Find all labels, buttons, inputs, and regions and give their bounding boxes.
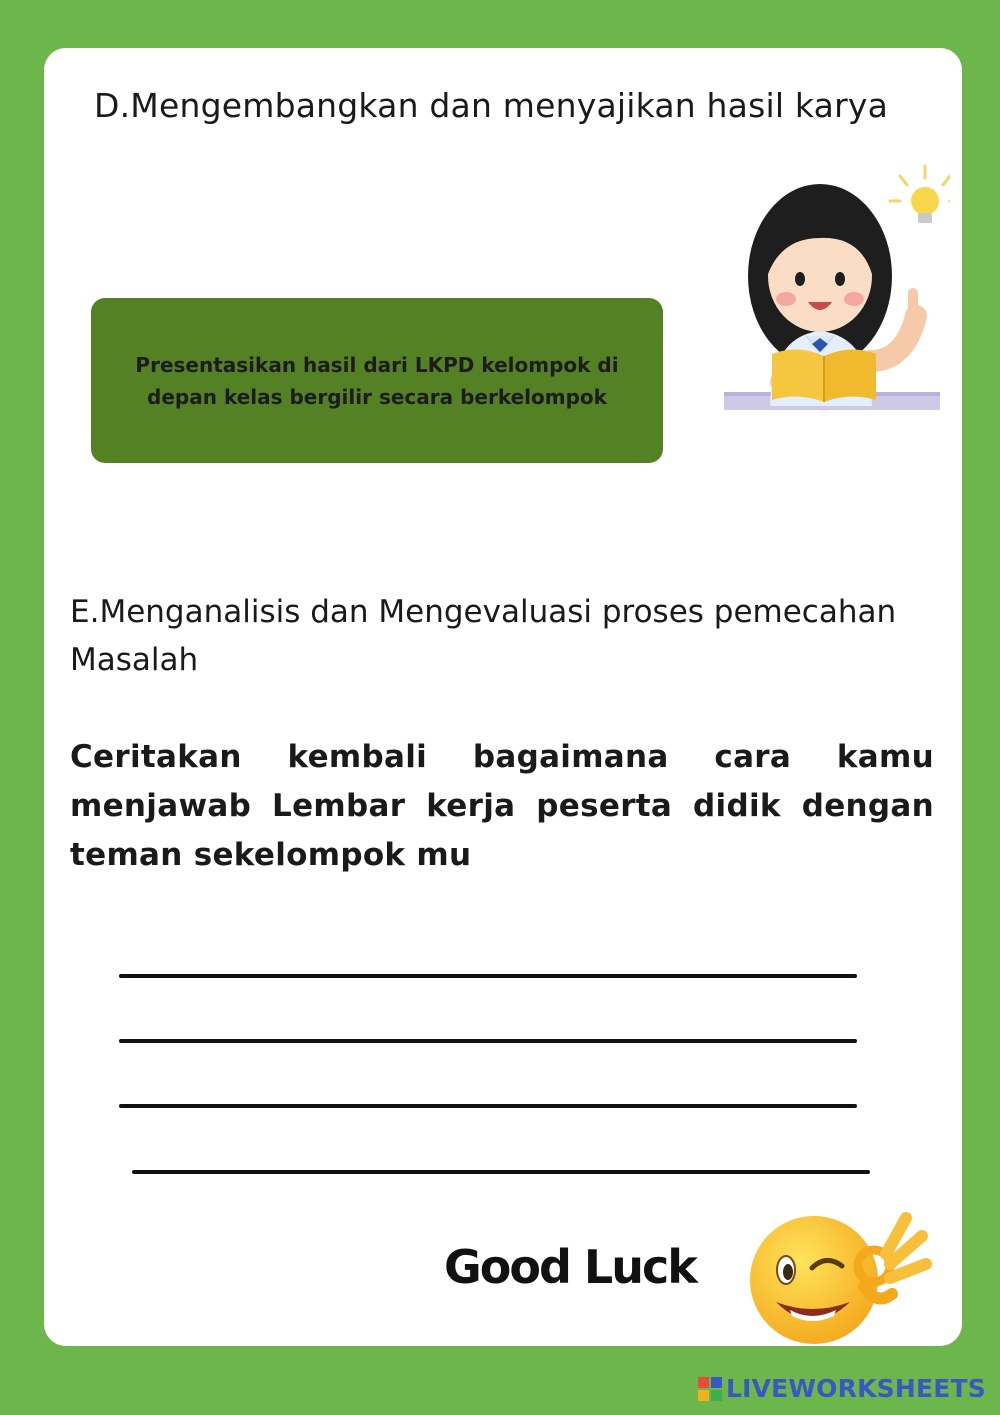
answer-line-3[interactable] bbox=[119, 1104, 857, 1108]
liveworksheets-brand: LIVEWORKSHEETS bbox=[725, 1374, 986, 1403]
liveworksheets-logo-icon bbox=[698, 1377, 722, 1401]
section-d-heading: D.Mengembangkan dan menyajikan hasil karya bbox=[94, 86, 888, 125]
liveworksheets-footer bbox=[698, 1374, 986, 1403]
presentation-task-box bbox=[91, 298, 663, 463]
worksheet-page bbox=[44, 48, 962, 1346]
winking-ok-emoji-icon bbox=[746, 1206, 936, 1346]
girl-reading-idea-icon bbox=[720, 156, 950, 418]
good-luck-text: Good Luck bbox=[444, 1240, 696, 1294]
answer-line-1[interactable] bbox=[119, 974, 857, 978]
answer-line-2[interactable] bbox=[119, 1039, 857, 1043]
section-e-heading: E.Menganalisis dan Mengevaluasi proses pemecahan Masalah bbox=[70, 594, 897, 678]
answer-line-4[interactable] bbox=[132, 1170, 870, 1174]
presentation-task-text: Presentasikan hasil dari LKPD kelompok di depan kelas bergilir secara berkelompok bbox=[135, 352, 619, 409]
reflection-question: Ceritakan kembali bagaimana cara kamu menjawab Lembar kerja peserta didik dengan teman sekelompok mu bbox=[70, 739, 934, 873]
